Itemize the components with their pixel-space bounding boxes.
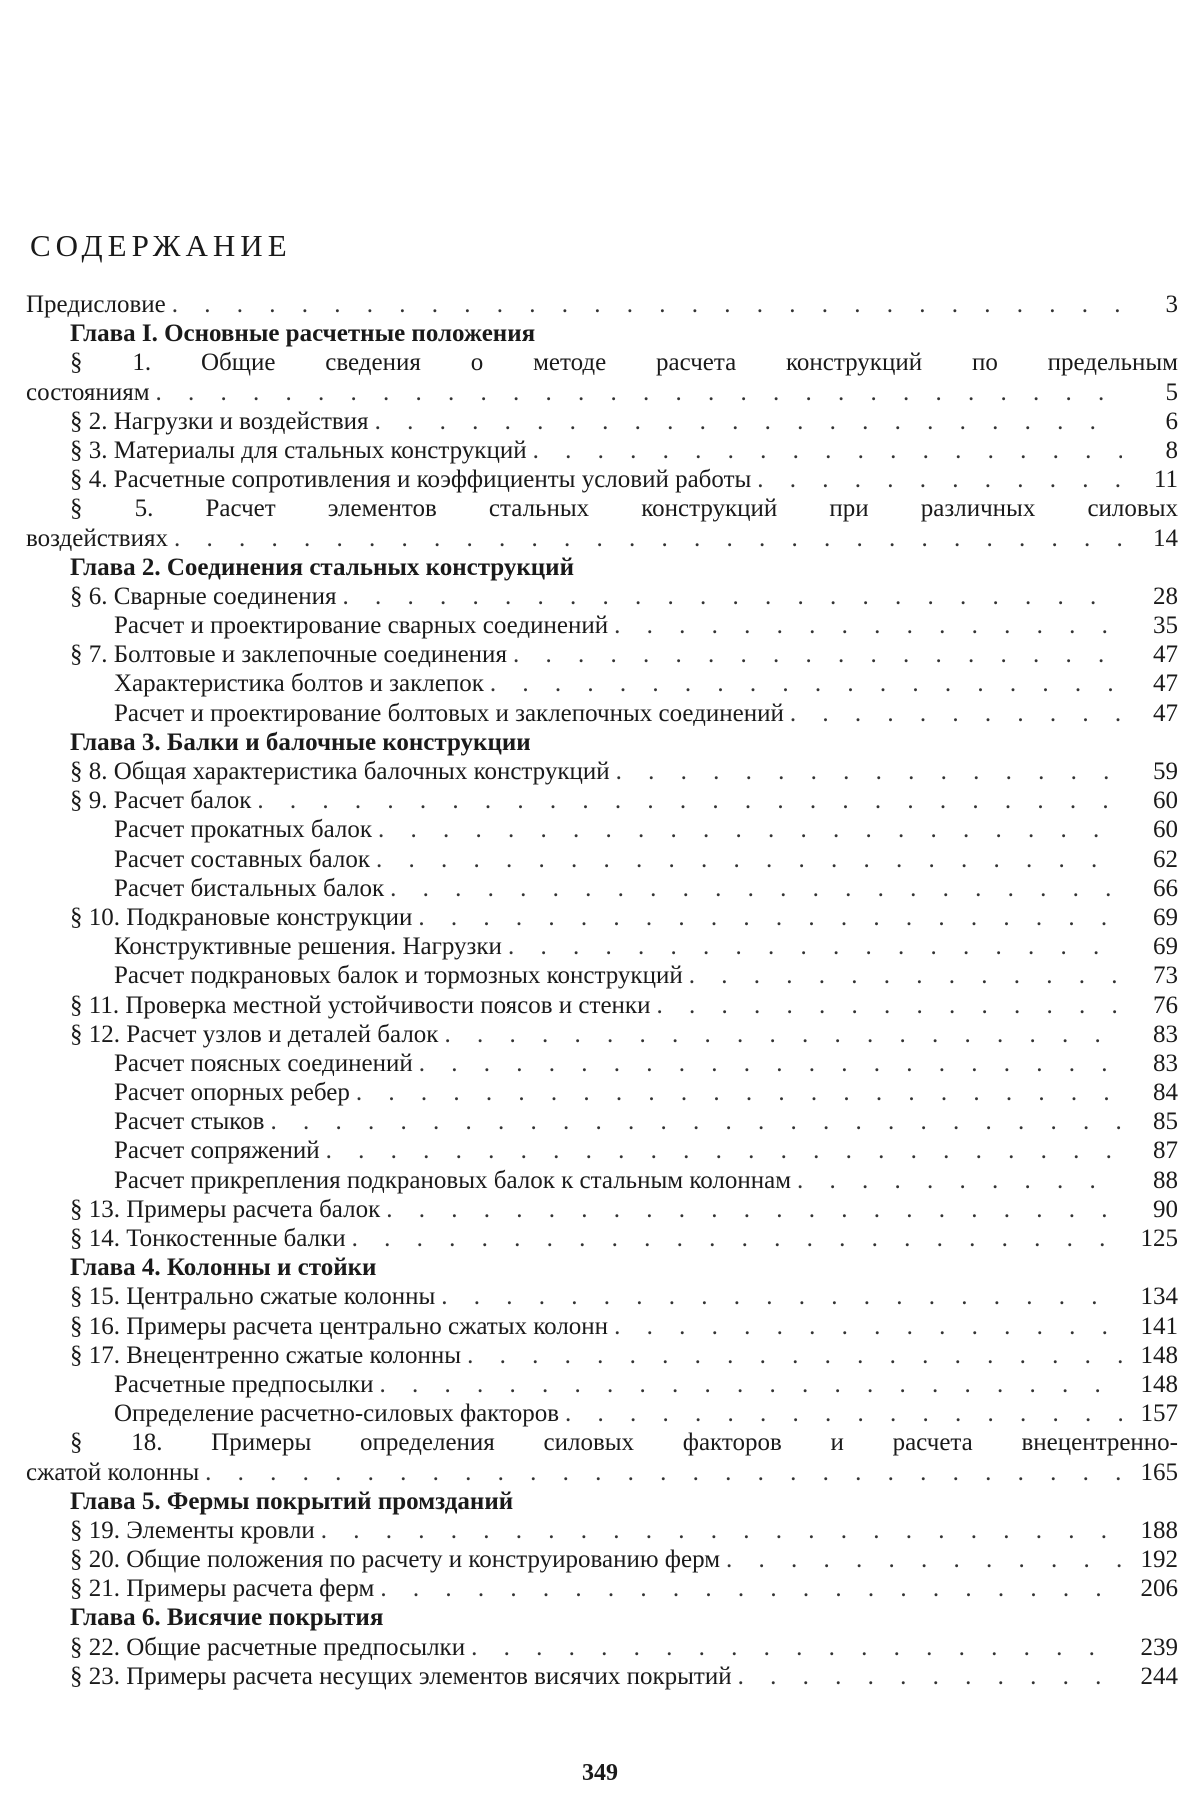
toc-entry-title: сжатой колонны <box>26 1458 200 1486</box>
toc-entry-title: § 2. Нагрузки и воздействия <box>70 407 369 435</box>
dot-leader <box>352 1224 1122 1253</box>
toc-page-number: 66 <box>1153 874 1178 902</box>
toc-page-number: 47 <box>1153 641 1178 669</box>
dot-leader <box>257 786 1122 815</box>
toc-entry-title: § 1. Общие сведения о методе расчета конструкций по предельным <box>70 349 1178 377</box>
toc-page-number: 165 <box>1140 1458 1178 1486</box>
dot-leader <box>172 290 1122 319</box>
toc-entry-title: Глава 3. Балки и балочные конструкции <box>70 728 531 756</box>
toc-entry <box>26 524 1178 553</box>
dot-leader <box>380 1574 1122 1603</box>
toc-page-number: 125 <box>1140 1225 1178 1252</box>
toc-page-number: 76 <box>1153 991 1178 1019</box>
toc-entry-title: Глава 6. Висячие покрытия <box>70 1604 384 1632</box>
dot-leader <box>614 1312 1122 1341</box>
toc-entry-title: Расчет стыков <box>114 1108 265 1136</box>
toc-entry <box>26 845 1178 874</box>
toc-entry-title: Глава 4. Колонны и стойки <box>70 1254 377 1282</box>
toc-entry <box>26 1282 1178 1311</box>
dot-leader <box>467 1341 1122 1370</box>
table-of-contents <box>26 290 1178 1691</box>
toc-page-number: 8 <box>1165 436 1178 464</box>
toc-entry-title: § 13. Примеры расчета балок <box>70 1195 381 1223</box>
dot-leader <box>513 640 1122 669</box>
toc-entry <box>26 1224 1178 1253</box>
toc-entry <box>26 407 1178 436</box>
toc-entry <box>26 582 1178 611</box>
dot-leader <box>419 1049 1122 1078</box>
toc-page-number: 141 <box>1140 1312 1178 1340</box>
toc-entry-title: § 12. Расчет узлов и деталей балок <box>70 1020 439 1048</box>
toc-entry <box>26 786 1178 815</box>
toc-chapter-heading <box>26 1603 1178 1632</box>
dot-leader <box>156 378 1122 407</box>
toc-entry <box>26 1574 1178 1603</box>
toc-entry-title: § 11. Проверка местной устойчивости поясов и стенки <box>70 991 651 1019</box>
dot-leader <box>174 524 1122 553</box>
toc-page-number: 244 <box>1140 1662 1178 1690</box>
toc-page-number: 84 <box>1153 1079 1178 1107</box>
toc-page-number: 60 <box>1153 816 1178 844</box>
toc-entry-title: § 22. Общие расчетные предпосылки <box>70 1633 466 1661</box>
dot-leader <box>471 1633 1122 1662</box>
toc-page-number: 47 <box>1153 699 1178 727</box>
dot-leader <box>689 961 1122 990</box>
dot-leader <box>533 436 1122 465</box>
toc-page-number: 87 <box>1153 1137 1178 1165</box>
dot-leader <box>757 465 1122 494</box>
toc-entry-title: Расчет составных балок <box>114 845 370 873</box>
toc-entry <box>26 991 1178 1020</box>
toc-page-number: 6 <box>1165 407 1178 435</box>
toc-page-number: 134 <box>1140 1283 1178 1311</box>
toc-entry-title: Определение расчетно-силовых факторов <box>114 1400 559 1428</box>
toc-page-number: 11 <box>1153 466 1178 494</box>
toc-entry <box>26 348 1178 377</box>
toc-entry <box>26 874 1178 903</box>
toc-entry <box>26 1516 1178 1545</box>
toc-page-number: 28 <box>1153 582 1178 610</box>
toc-page-number: 60 <box>1153 787 1178 815</box>
toc-entry-title: Расчет прокатных балок <box>114 816 373 844</box>
toc-page-number: 239 <box>1140 1633 1178 1661</box>
toc-entry <box>26 961 1178 990</box>
toc-entry <box>26 1399 1178 1428</box>
toc-entry <box>26 1633 1178 1662</box>
dot-leader <box>444 1020 1122 1049</box>
toc-entry <box>26 1341 1178 1370</box>
dot-leader <box>375 407 1122 436</box>
toc-page-number: 88 <box>1153 1166 1178 1194</box>
toc-page-number: 192 <box>1140 1546 1178 1574</box>
toc-entry-title: Характеристика болтов и заклепок <box>114 670 484 698</box>
dot-leader <box>441 1282 1122 1311</box>
dot-leader <box>321 1516 1122 1545</box>
toc-entry <box>26 378 1178 407</box>
toc-entry <box>26 1545 1178 1574</box>
dot-leader <box>797 1166 1122 1195</box>
dot-leader <box>614 611 1122 640</box>
toc-page-number: 90 <box>1153 1195 1178 1223</box>
toc-entry-title: Глава 2. Соединения стальных конструкций <box>70 553 574 581</box>
toc-page-number: 148 <box>1140 1370 1178 1398</box>
toc-entry <box>26 611 1178 640</box>
toc-page-number: 85 <box>1153 1108 1178 1136</box>
toc-entry <box>26 1078 1178 1107</box>
dot-leader <box>379 1370 1122 1399</box>
page-number: 349 <box>582 1760 618 1786</box>
dot-leader <box>726 1545 1122 1574</box>
toc-entry-title: § 15. Центрально сжатые колонны <box>70 1283 436 1311</box>
toc-entry-title: § 16. Примеры расчета центрально сжатых колонн <box>70 1312 609 1340</box>
toc-entry <box>26 1020 1178 1049</box>
toc-entry <box>26 436 1178 465</box>
dot-leader <box>205 1458 1122 1487</box>
dot-leader <box>490 669 1122 698</box>
toc-entry-title: воздействиях <box>26 524 168 552</box>
toc-entry-title: § 18. Примеры определения силовых факторов и расчета внецентренно- <box>70 1429 1178 1457</box>
dot-leader <box>616 757 1122 786</box>
toc-entry <box>26 1195 1178 1224</box>
toc-page-number: 3 <box>1165 291 1178 318</box>
toc-entry-title: § 10. Подкрановые конструкции <box>70 903 413 931</box>
toc-entry <box>26 1136 1178 1165</box>
toc-entry <box>26 1312 1178 1341</box>
toc-entry <box>26 1428 1178 1457</box>
toc-entry <box>26 815 1178 844</box>
toc-entry <box>26 669 1178 698</box>
dot-leader <box>376 845 1122 874</box>
toc-entry-title: § 8. Общая характеристика балочных конструкций <box>70 758 610 785</box>
toc-entry <box>26 1370 1178 1399</box>
toc-page-number: 5 <box>1165 378 1178 406</box>
toc-entry <box>26 699 1178 728</box>
toc-entry <box>26 903 1178 932</box>
toc-entry <box>26 932 1178 961</box>
toc-page-number: 157 <box>1140 1400 1178 1428</box>
toc-entry-title: § 20. Общие положения по расчету и конструированию ферм <box>70 1546 721 1574</box>
toc-page-number: 83 <box>1153 1020 1178 1048</box>
toc-entry-title: § 9. Расчет балок <box>70 787 252 815</box>
toc-entry-title: § 19. Элементы кровли <box>70 1516 315 1544</box>
toc-page-number: 62 <box>1153 845 1178 873</box>
dot-leader <box>270 1107 1122 1136</box>
toc-entry <box>26 494 1178 523</box>
toc-page-number: 206 <box>1140 1575 1178 1603</box>
toc-entry <box>26 1049 1178 1078</box>
toc-entry <box>26 1166 1178 1195</box>
toc-entry-title: Расчетные предпосылки <box>114 1370 374 1398</box>
toc-page-number: 47 <box>1153 670 1178 698</box>
toc-entry-title: Расчет поясных соединений <box>114 1049 413 1077</box>
toc-chapter-heading <box>26 728 1178 757</box>
toc-entry-title: Расчет прикрепления подкрановых балок к стальным колоннам <box>114 1166 792 1194</box>
dot-leader <box>656 991 1122 1020</box>
toc-page-number: 69 <box>1153 933 1178 961</box>
toc-entry-title: § 14. Тонкостенные балки <box>70 1225 346 1252</box>
toc-chapter-heading <box>26 319 1178 348</box>
toc-entry <box>26 290 1178 319</box>
dot-leader <box>343 582 1122 611</box>
toc-entry-title: Расчет и проектирование сварных соединений <box>114 612 609 640</box>
dot-leader <box>356 1078 1122 1107</box>
toc-entry-title: § 23. Примеры расчета несущих элементов висячих покрытий <box>70 1662 732 1690</box>
toc-page-number: 188 <box>1140 1516 1178 1544</box>
toc-entry-title: состояниям <box>26 378 150 406</box>
toc-page-number: 73 <box>1153 962 1178 990</box>
toc-entry <box>26 1662 1178 1691</box>
dot-leader <box>565 1399 1122 1428</box>
dot-leader <box>390 874 1122 903</box>
toc-chapter-heading <box>26 1253 1178 1282</box>
toc-chapter-heading <box>26 553 1178 582</box>
toc-entry-title: Глава 5. Фермы покрытий промзданий <box>70 1487 514 1515</box>
toc-entry-title: Предисловие <box>26 291 166 318</box>
toc-entry-title: Расчет опорных ребер <box>114 1079 350 1107</box>
toc-entry-title: § 21. Примеры расчета ферм <box>70 1575 375 1603</box>
toc-entry-title: § 6. Сварные соединения <box>70 582 337 610</box>
toc-entry <box>26 465 1178 494</box>
toc-chapter-heading <box>26 1487 1178 1516</box>
toc-entry-title: Глава I. Основные расчетные положения <box>70 320 536 348</box>
dot-leader <box>508 932 1122 961</box>
toc-entry-title: Расчет подкрановых балок и тормозных конструкций <box>114 962 683 990</box>
toc-entry <box>26 1458 1178 1487</box>
toc-entry-title: § 4. Расчетные сопротивления и коэффициенты условий работы <box>70 466 752 494</box>
toc-entry-title: Расчет бистальных балок <box>114 874 385 902</box>
dot-leader <box>738 1662 1122 1691</box>
toc-page-number: 69 <box>1153 903 1178 931</box>
toc-page-number: 59 <box>1153 758 1178 785</box>
toc-page-number: 148 <box>1140 1341 1178 1369</box>
dot-leader <box>386 1195 1122 1224</box>
toc-entry-title: § 5. Расчет элементов стальных конструкций при различных силовых <box>70 495 1178 523</box>
dot-leader <box>326 1136 1122 1165</box>
toc-entry <box>26 640 1178 669</box>
toc-page-number: 35 <box>1153 612 1178 640</box>
page-title: СОДЕРЖАНИЕ <box>30 228 292 263</box>
toc-page-number: 83 <box>1153 1049 1178 1077</box>
dot-leader <box>418 903 1122 932</box>
dot-leader <box>790 699 1122 728</box>
toc-entry-title: Расчет сопряжений <box>114 1137 320 1165</box>
toc-page-number: 14 <box>1153 524 1178 552</box>
toc-entry-title: Расчет и проектирование болтовых и заклепочных соединений <box>114 699 784 727</box>
toc-entry <box>26 1107 1178 1136</box>
toc-entry-title: § 7. Болтовые и заклепочные соединения <box>70 641 507 669</box>
dot-leader <box>378 815 1122 844</box>
toc-entry <box>26 757 1178 786</box>
toc-entry-title: § 17. Внецентренно сжатые колонны <box>70 1341 462 1369</box>
toc-entry-title: Конструктивные решения. Нагрузки <box>114 933 502 961</box>
toc-entry-title: § 3. Материалы для стальных конструкций <box>70 436 527 464</box>
